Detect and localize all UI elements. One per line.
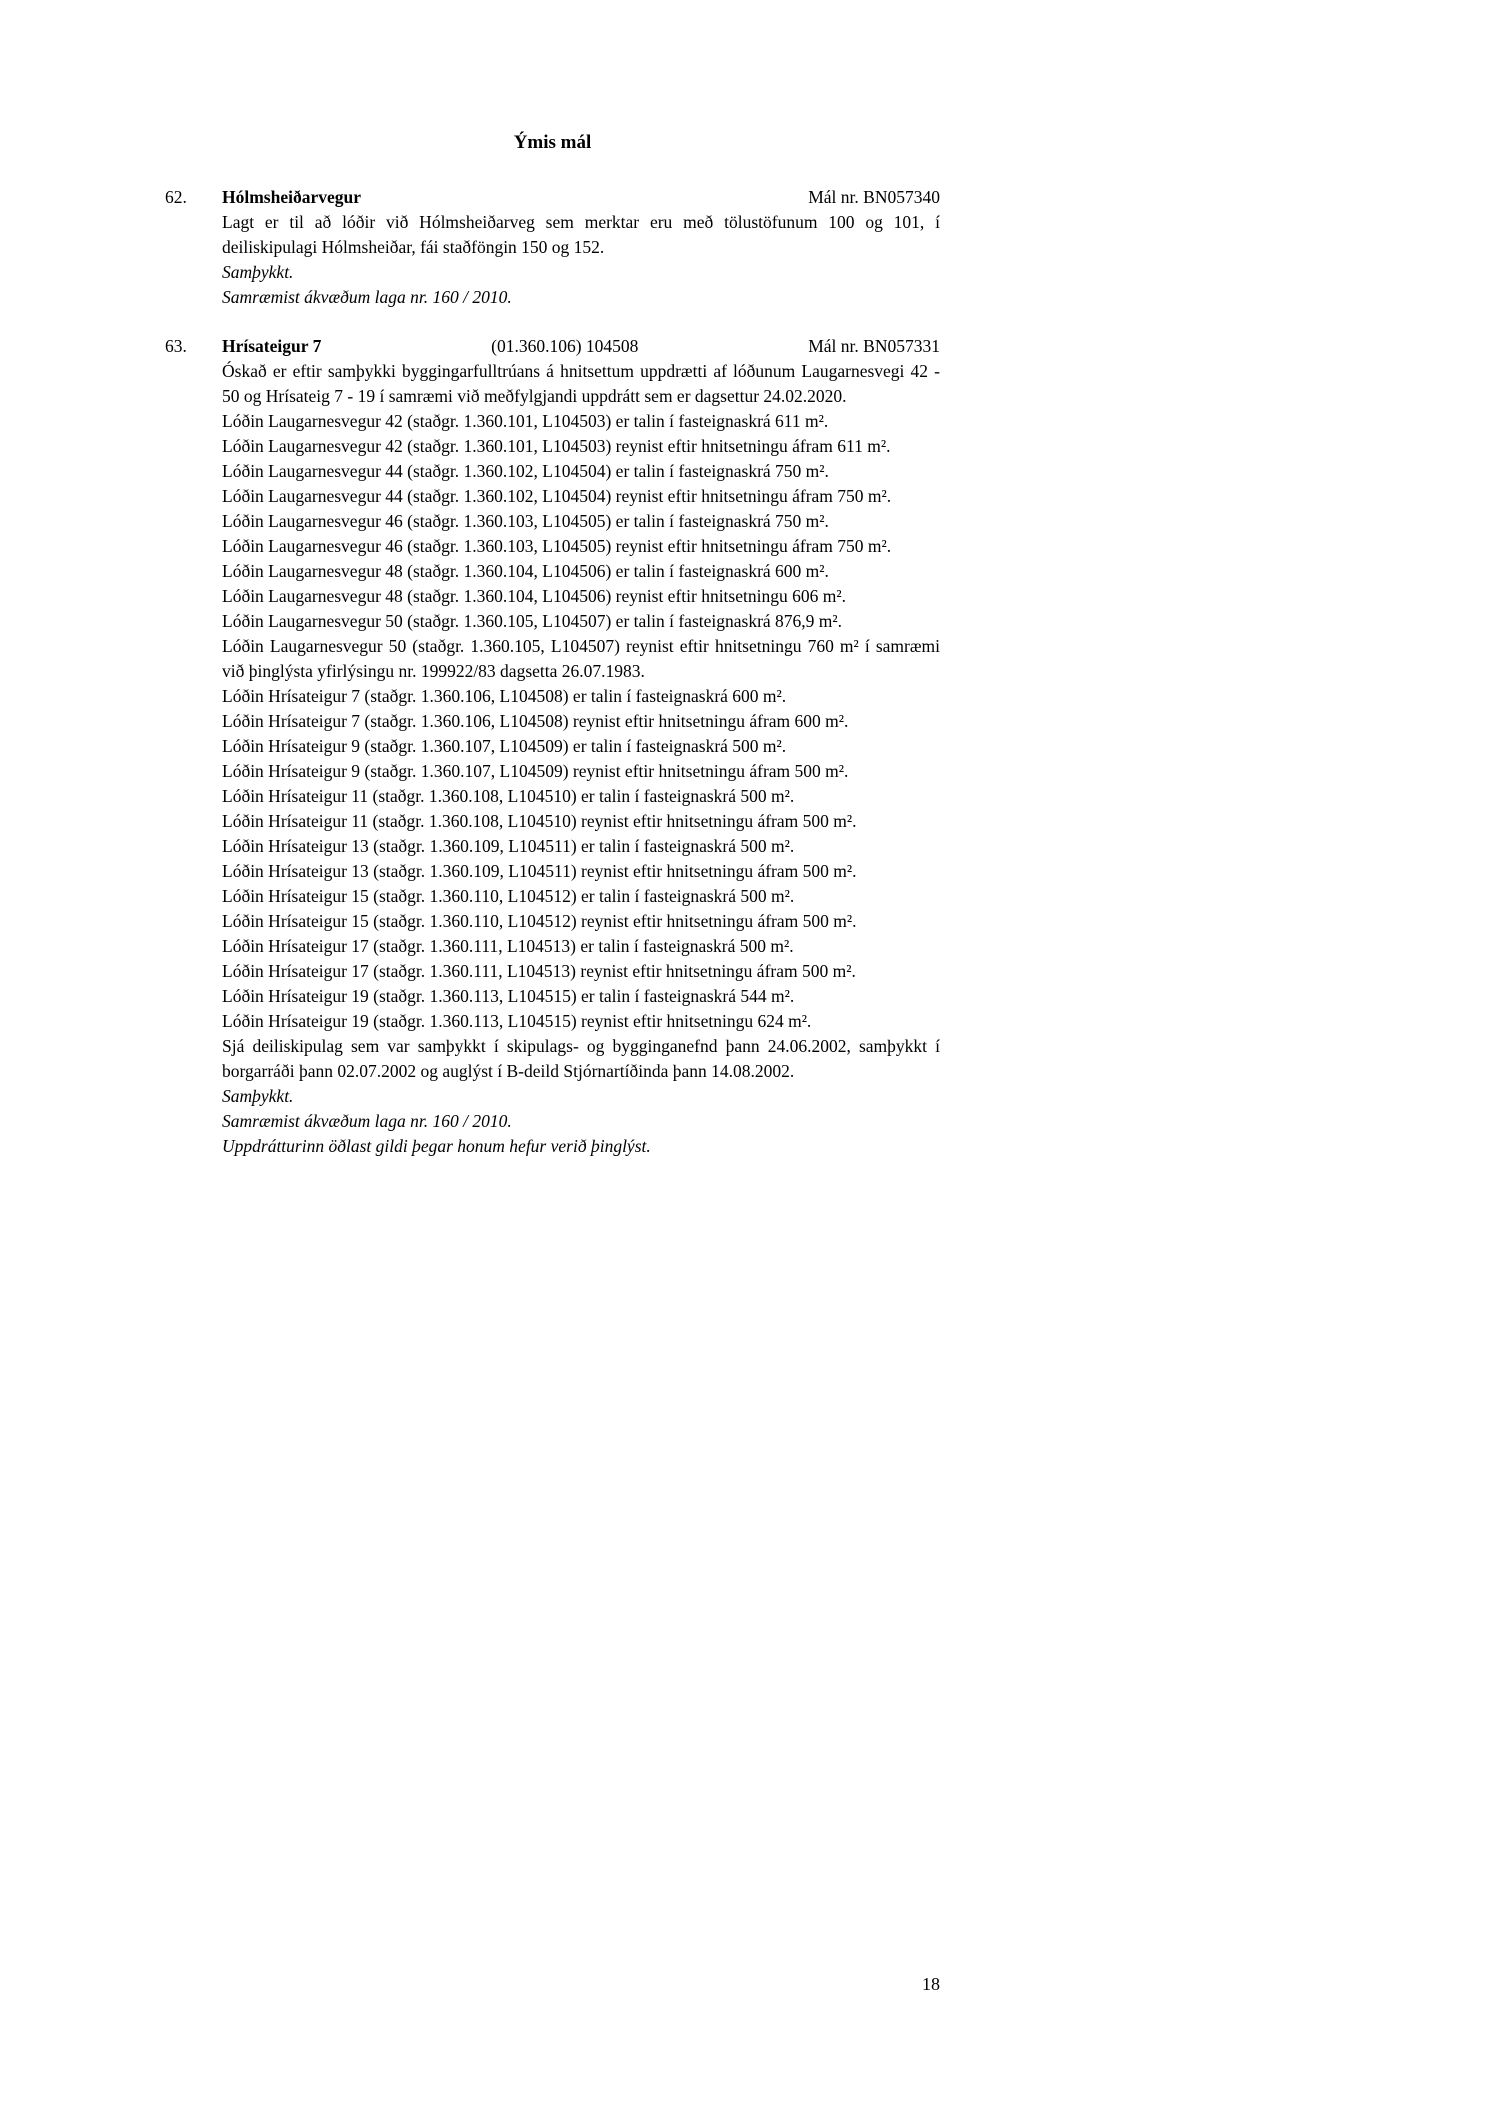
- item-header: [222, 185, 940, 210]
- body-paragraph: Lóðin Hrísateigur 11 (staðgr. 1.360.108, L104510) er talin í fasteignaskrá 500 m².: [222, 786, 795, 806]
- page-number: 18: [922, 1974, 940, 1994]
- body-paragraph: Lóðin Hrísateigur 13 (staðgr. 1.360.109, L104511) er talin í fasteignaskrá 500 m².: [222, 836, 795, 856]
- resolution-line: Uppdrátturinn öðlast gildi þegar honum hefur verið þinglýst.: [222, 1136, 651, 1156]
- item-body: [222, 185, 940, 310]
- body-paragraph: Lóðin Hrísateigur 13 (staðgr. 1.360.109, L104511) reynist eftir hnitsetningu áfram 500 m².: [222, 861, 857, 881]
- body-paragraph: Lóðin Laugarnesvegur 48 (staðgr. 1.360.104, L104506) er talin í fasteignaskrá 600 m².: [222, 561, 829, 581]
- item-number: 63.: [165, 336, 187, 356]
- item-number: 62.: [165, 187, 187, 207]
- body-paragraph: Óskað er eftir samþykki byggingarfulltrúans á hnitsettum uppdrætti af lóðunum Laugarnesvegi 42 - 50 og Hrísateig 7 - 19 í samræmi við meðfylgjandi uppdrátt sem er dagsettur 24.02.2020.: [222, 361, 940, 406]
- body-paragraph: Lóðin Laugarnesvegur 50 (staðgr. 1.360.105, L104507) er talin í fasteignaskrá 876,9 m².: [222, 611, 843, 631]
- body-paragraph: Lóðin Hrísateigur 15 (staðgr. 1.360.110, L104512) er talin í fasteignaskrá 500 m².: [222, 886, 795, 906]
- body-paragraph: Lóðin Laugarnesvegur 42 (staðgr. 1.360.101, L104503) er talin í fasteignaskrá 611 m².: [222, 411, 829, 431]
- resolution-line: Samþykkt.: [222, 262, 294, 282]
- body-paragraph: Lóðin Hrísateigur 17 (staðgr. 1.360.111, L104513) er talin í fasteignaskrá 500 m².: [222, 936, 794, 956]
- body-paragraph: Lóðin Hrísateigur 9 (staðgr. 1.360.107, L104509) reynist eftir hnitsetningu áfram 500 m².: [222, 761, 849, 781]
- body-paragraph: Lóðin Hrísateigur 19 (staðgr. 1.360.113, L104515) er talin í fasteignaskrá 544 m².: [222, 986, 795, 1006]
- body-paragraph: Lagt er til að lóðir við Hólmsheiðarveg sem merktar eru með tölustöfunum 100 og 101, í deiliskipulagi Hólmsheiðar, fái staðföngin 150 og 152.: [222, 212, 940, 257]
- body-paragraph: Lóðin Hrísateigur 7 (staðgr. 1.360.106, L104508) er talin í fasteignaskrá 600 m².: [222, 686, 787, 706]
- item-title: Hólmsheiðarvegur: [222, 187, 362, 207]
- item-body: [222, 334, 940, 1159]
- item-header: [222, 334, 940, 359]
- case-number: Mál nr. BN057340: [808, 187, 940, 207]
- body-paragraph: Lóðin Laugarnesvegur 44 (staðgr. 1.360.102, L104504) er talin í fasteignaskrá 750 m².: [222, 461, 829, 481]
- body-paragraph: Lóðin Hrísateigur 9 (staðgr. 1.360.107, L104509) er talin í fasteignaskrá 500 m².: [222, 736, 787, 756]
- body-paragraph: Sjá deiliskipulag sem var samþykkt í skipulags- og bygginganefnd þann 24.06.2002, samþykkt í borgarráði þann 02.07.2002 og auglýst í B-deild Stjórnartíðinda þann 14.08.2002.: [222, 1036, 940, 1081]
- body-paragraph: Lóðin Laugarnesvegur 44 (staðgr. 1.360.102, L104504) reynist eftir hnitsetningu áfram 750 m².: [222, 486, 892, 506]
- body-paragraph: Lóðin Hrísateigur 15 (staðgr. 1.360.110, L104512) reynist eftir hnitsetningu áfram 500 m².: [222, 911, 857, 931]
- body-paragraph: Lóðin Hrísateigur 11 (staðgr. 1.360.108, L104510) reynist eftir hnitsetningu áfram 500 m².: [222, 811, 857, 831]
- body-paragraph: Lóðin Hrísateigur 17 (staðgr. 1.360.111, L104513) reynist eftir hnitsetningu áfram 500 m².: [222, 961, 856, 981]
- body-paragraph: Lóðin Laugarnesvegur 46 (staðgr. 1.360.103, L104505) reynist eftir hnitsetningu áfram 750 m².: [222, 536, 892, 556]
- body-paragraph: Lóðin Laugarnesvegur 50 (staðgr. 1.360.105, L104507) reynist eftir hnitsetningu 760 m² í samræmi við þinglýsta yfirlýsingu nr. 199922/83 dagsetta 26.07.1983.: [222, 636, 940, 681]
- item-title: Hrísateigur 7: [222, 336, 322, 356]
- resolution-line: Samþykkt.: [222, 1086, 294, 1106]
- resolution-line: Samræmist ákvæðum laga nr. 160 / 2010.: [222, 287, 512, 307]
- case-number: Mál nr. BN057331: [808, 336, 940, 356]
- body-paragraph: Lóðin Hrísateigur 19 (staðgr. 1.360.113, L104515) reynist eftir hnitsetningu 624 m².: [222, 1011, 812, 1031]
- document-content: [165, 130, 940, 1159]
- case-item-63: [165, 334, 940, 1159]
- page-title: Ýmis mál: [513, 132, 592, 153]
- resolution-line: Samræmist ákvæðum laga nr. 160 / 2010.: [222, 1111, 512, 1131]
- body-paragraph: Lóðin Hrísateigur 7 (staðgr. 1.360.106, L104508) reynist eftir hnitsetningu áfram 600 m².: [222, 711, 849, 731]
- body-paragraph: Lóðin Laugarnesvegur 42 (staðgr. 1.360.101, L104503) reynist eftir hnitsetningu áfram 611 m².: [222, 436, 891, 456]
- body-paragraph: Lóðin Laugarnesvegur 48 (staðgr. 1.360.104, L104506) reynist eftir hnitsetningu 606 m².: [222, 586, 846, 606]
- item-reference: (01.360.106) 104508: [491, 336, 639, 356]
- body-paragraph: Lóðin Laugarnesvegur 46 (staðgr. 1.360.103, L104505) er talin í fasteignaskrá 750 m².: [222, 511, 829, 531]
- case-item-62: [165, 185, 940, 310]
